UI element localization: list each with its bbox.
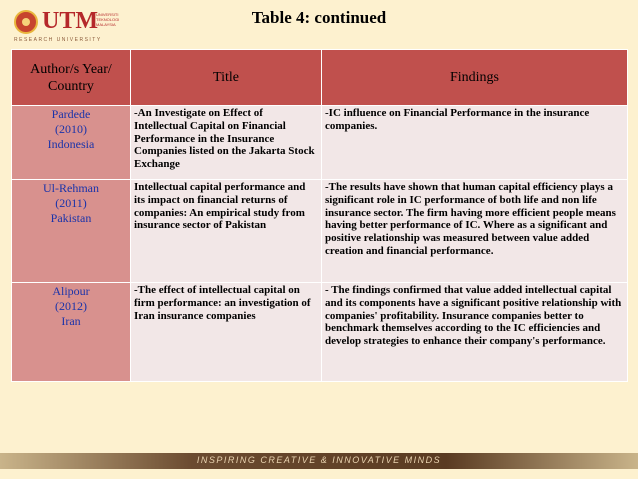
author-link[interactable]: Ul-Rehman xyxy=(43,181,99,195)
header-author: Author/s Year/ Country xyxy=(12,50,131,106)
author-year: (2011) xyxy=(55,196,87,210)
title-cell: Intellectual capital performance and its impact on financial returns of companies: An empirical study from insurance sector of Pakistan xyxy=(131,180,322,283)
author-country: Pakistan xyxy=(50,211,92,225)
author-year: (2010) xyxy=(55,122,87,136)
author-country: Indonesia xyxy=(47,137,95,151)
header-findings: Findings xyxy=(322,50,628,106)
findings-cell: - The findings confirmed that value added intellectual capital and its components have a significant positive relationship with companies' profitability. Insurance companies better to benchmark themselves according to the IC efficiencies and develop strategies to enhance their company's performance. xyxy=(322,283,628,382)
author-cell xyxy=(12,106,131,180)
table-row xyxy=(12,106,628,180)
table-row xyxy=(12,283,628,382)
author-year: (2012) xyxy=(55,299,87,313)
logo-name: UTM xyxy=(42,8,98,34)
table-header-row xyxy=(12,50,628,106)
logo-tagline: RESEARCH UNIVERSITY xyxy=(14,37,102,43)
title-cell: -An Investigate on Effect of Intellectual Capital on Financial Performance in the Insurance Companies listed on the Jakarta Stock Exchange xyxy=(131,106,322,180)
findings-cell: -The results have shown that human capital efficiency plays a significant role in IC performance of both life and non life insurance sector. The firm having more efficient people means having better performance of IC. Where as a significant and positive relationship was measured between value added creation and financial performance. xyxy=(322,180,628,283)
findings-table xyxy=(11,49,628,382)
header-title: Title xyxy=(131,50,322,106)
slide-title: Table 4: continued xyxy=(251,8,387,27)
table-row xyxy=(12,180,628,283)
author-link[interactable]: Alipour xyxy=(52,284,90,298)
author-cell xyxy=(12,283,131,382)
logo-subtitle: UNIVERSITI TEKNOLOGI MALAYSIA xyxy=(96,12,120,27)
author-cell xyxy=(12,180,131,283)
author-link[interactable]: Pardede xyxy=(51,107,91,121)
author-country: Iran xyxy=(61,314,81,328)
title-cell: -The effect of intellectual capital on firm performance: an investigation of Iran insurance companies xyxy=(131,283,322,382)
footer-tagline: INSPIRING CREATIVE & INNOVATIVE MINDS xyxy=(196,455,442,465)
findings-cell: -IC influence on Financial Performance in the insurance companies. xyxy=(322,106,628,180)
